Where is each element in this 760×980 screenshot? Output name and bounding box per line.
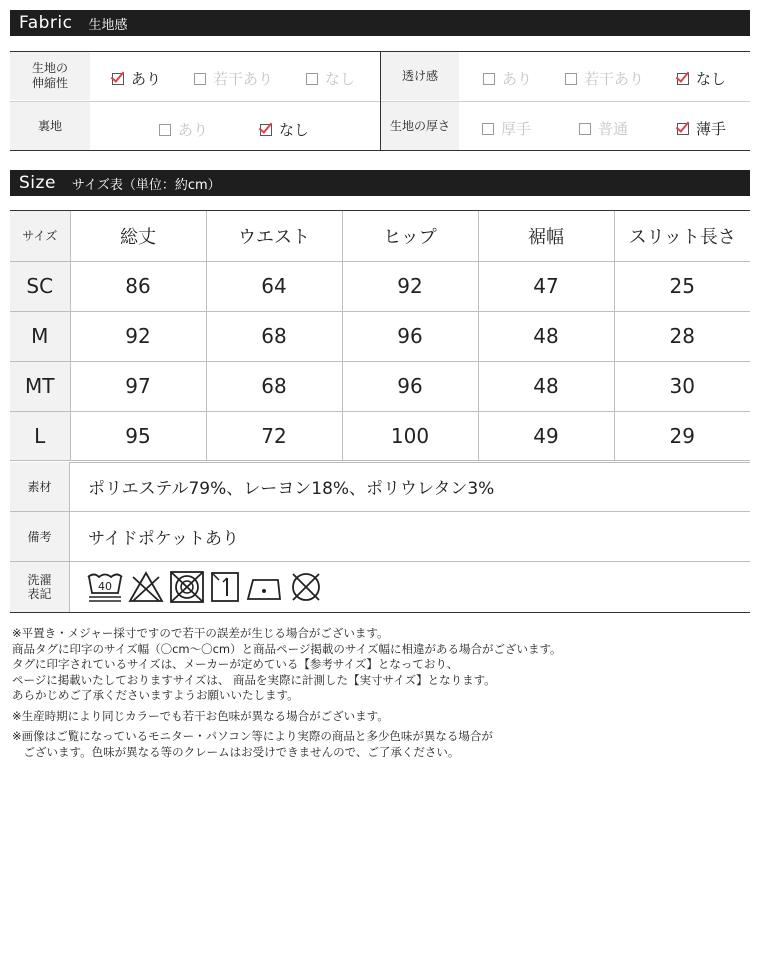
- note-row: [10, 512, 750, 562]
- lining-option-yes: あり: [159, 119, 208, 140]
- note-line: あらかじめご了承くださいますようお願いいたします。: [12, 688, 299, 702]
- note-line: ※画像はご覧になっているモニター・パソコン等により実際の商品と多少色味が異なる場合が: [12, 729, 493, 743]
- table-cell: 96: [342, 311, 478, 361]
- sheer-option-none: なし: [677, 68, 726, 89]
- table-cell: 48: [478, 311, 614, 361]
- thickness-option-thick: 厚手: [482, 118, 531, 139]
- table-cell: 97: [70, 361, 206, 411]
- size-section-header: [10, 170, 750, 196]
- no-dry-clean-icon: [287, 569, 325, 605]
- size-table: [10, 210, 750, 463]
- column-header: サイズ: [10, 211, 70, 261]
- iron-low-icon: [244, 569, 284, 605]
- care-row: [10, 562, 750, 612]
- disclaimer-notes: [12, 626, 752, 760]
- wash-temp-label: 40: [98, 580, 112, 593]
- table-cell: 48: [478, 361, 614, 411]
- wash-40-icon: [86, 569, 124, 605]
- table-cell: 25: [614, 261, 750, 311]
- table-cell: 92: [70, 311, 206, 361]
- checkbox-empty-icon: [483, 73, 495, 85]
- lining-label: 裏地: [10, 102, 90, 150]
- size-label: SC: [10, 261, 70, 311]
- checkbox-checked-icon: [260, 124, 272, 136]
- table-cell: 64: [206, 261, 342, 311]
- sheer-label: 透け感: [381, 52, 459, 100]
- table-cell: 68: [206, 361, 342, 411]
- stretch-option-none: なし: [306, 68, 355, 89]
- table-row: [10, 411, 750, 461]
- table-row: [10, 261, 750, 311]
- no-bleach-icon: [127, 569, 165, 605]
- column-header: 裾幅: [478, 211, 614, 261]
- column-header: 総丈: [70, 211, 206, 261]
- thickness-option-thin: 薄手: [677, 118, 726, 139]
- fabric-grid: [10, 51, 750, 151]
- note-label: 備考: [10, 512, 70, 561]
- table-cell: 100: [342, 411, 478, 461]
- checkbox-checked-icon: [677, 73, 689, 85]
- note-line: タグに印字されているサイズは、メーカーが定めている【参考サイズ】となっており、: [12, 657, 459, 671]
- table-cell: 72: [206, 411, 342, 461]
- table-cell: 92: [342, 261, 478, 311]
- size-label: M: [10, 311, 70, 361]
- note-line: ページに掲載いたしておりますサイズは、 商品を実際に計測した【実寸サイズ】となります。: [12, 672, 496, 687]
- fabric-title: Fabric: [19, 13, 73, 33]
- checkbox-empty-icon: [159, 124, 171, 136]
- fabric-section-header: [10, 10, 750, 36]
- checkbox-empty-icon: [194, 73, 206, 85]
- note-line: ※生産時期により同じカラーでも若干お色味が異なる場合がございます。: [12, 708, 389, 723]
- fabric-subtitle: 生地感: [88, 17, 128, 33]
- checkbox-empty-icon: [579, 123, 591, 135]
- material-row: [10, 462, 750, 512]
- note-line: ※平置き・メジャー採寸ですので若干の誤差が生じる場合がございます。: [12, 626, 389, 640]
- care-symbols: [86, 569, 325, 605]
- checkbox-checked-icon: [112, 73, 124, 85]
- note-line: 商品タグに印字のサイズ幅（〇cm〜〇cm）と商品ページ掲載のサイズ幅に相違がある場合がございます。: [12, 641, 562, 656]
- size-label: MT: [10, 361, 70, 411]
- table-cell: 95: [70, 411, 206, 461]
- table-cell: 29: [614, 411, 750, 461]
- sheer-option-yes: あり: [483, 68, 532, 89]
- table-cell: 68: [206, 311, 342, 361]
- stretch-label: 生地の 伸縮性: [10, 52, 90, 100]
- table-cell: 49: [478, 411, 614, 461]
- checkbox-empty-icon: [482, 123, 494, 135]
- column-header: ヒップ: [342, 211, 478, 261]
- thickness-option-normal: 普通: [579, 118, 628, 139]
- product-info: [10, 462, 750, 613]
- checkbox-empty-icon: [306, 73, 318, 85]
- no-tumble-dry-icon: [168, 569, 206, 605]
- size-title: Size: [19, 173, 56, 193]
- table-cell: 28: [614, 311, 750, 361]
- checkbox-checked-icon: [677, 123, 689, 135]
- table-row: [10, 311, 750, 361]
- material-label: 素材: [10, 462, 70, 511]
- table-cell: 96: [342, 361, 478, 411]
- stretch-option-yes: あり: [112, 68, 161, 89]
- column-header: ウエスト: [206, 211, 342, 261]
- line-dry-shade-icon: [209, 569, 241, 605]
- checkbox-empty-icon: [565, 73, 577, 85]
- material-value: ポリエステル79%、レーヨン18%、ポリウレタン3%: [88, 479, 495, 499]
- size-label: L: [10, 411, 70, 461]
- stretch-option-slight: 若干あり: [194, 68, 273, 89]
- table-row: [10, 361, 750, 411]
- table-cell: 47: [478, 261, 614, 311]
- note-value: サイドポケットあり: [88, 529, 239, 549]
- thickness-label: 生地の厚さ: [381, 102, 459, 150]
- column-header: スリット長さ: [614, 211, 750, 261]
- note-line: ございます。色味が異なる等のクレームはお受けできませんので、ご了承ください。: [12, 744, 460, 759]
- sheer-option-slight: 若干あり: [565, 68, 644, 89]
- care-label: 洗濯 表記: [10, 562, 70, 612]
- size-table-header-row: [10, 211, 750, 261]
- table-cell: 86: [70, 261, 206, 311]
- size-subtitle: サイズ表（単位：約cm）: [71, 177, 221, 193]
- lining-option-none: なし: [260, 119, 309, 140]
- table-cell: 30: [614, 361, 750, 411]
